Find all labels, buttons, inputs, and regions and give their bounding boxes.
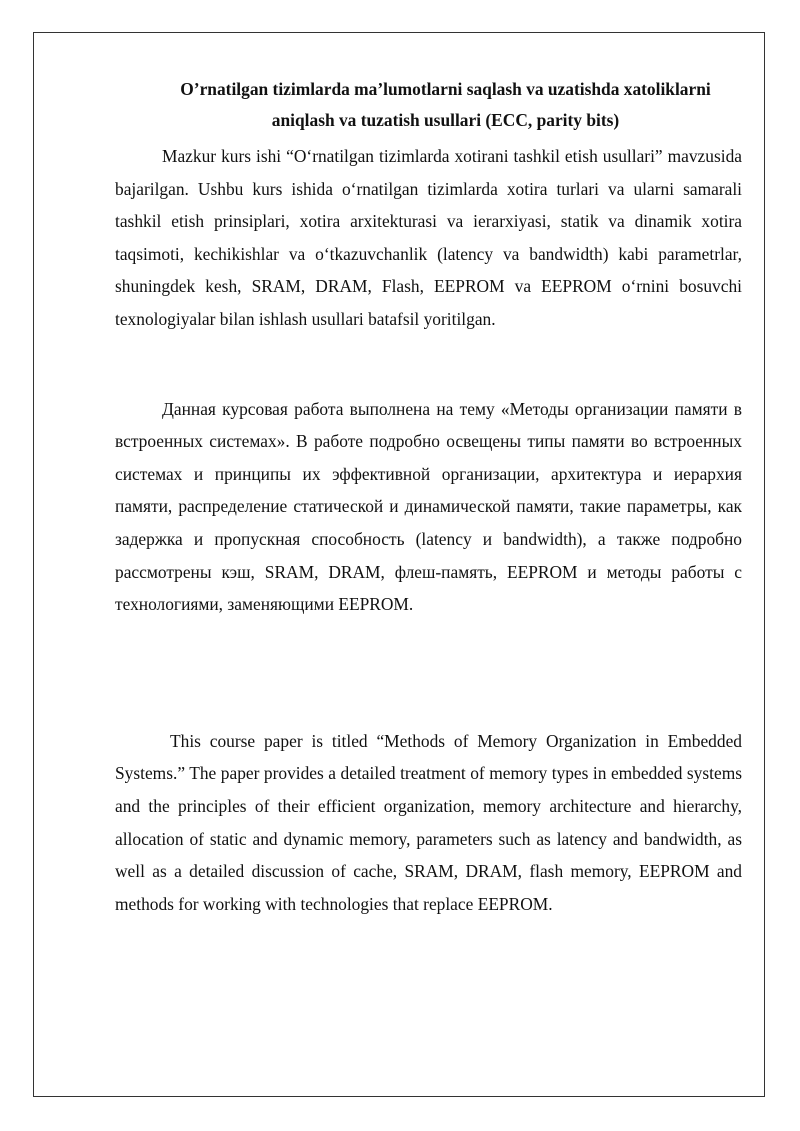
document-body: [115, 74, 742, 920]
title-line-1: O’rnatilgan tizimlarda ma’lumotlarni saqlash va uzatishda xatoliklarni: [180, 79, 711, 99]
abstract-uzbek: Mazkur kurs ishi “O‘rnatilgan tizimlarda xotirani tashkil etish usullari” mavzusida bajarilgan. Ushbu kurs ishida o‘rnatilgan tizimlarda xotira turlari va ularni samarali tashkil etish prinsiplari, xotira arxitekturasi va ierarxiyasi, statik va dinamik xotira taqsimoti, kechikishlar va o‘tkazuvchanlik (latency va bandwidth) kabi parametrlar, shuningdek kesh, SRAM, DRAM, Flash, EEPROM va EEPROM o‘rnini bosuvchi texnologiyalar bilan ishlash usullari batafsil yoritilgan.: [115, 146, 742, 329]
title-line-2: aniqlash va tuzatish usullari (ECC, parity bits): [271, 110, 620, 130]
abstract-russian: Данная курсовая работа выполнена на тему «Методы организации памяти в встроенных системах». В работе подробно освещены типы памяти во встроенных системах и принципы их эффективной организации, архитектура и иерархия памяти, распределение статической и динамической памяти, такие параметры, как задержка и пропускная способность (latency и bandwidth), а также подробно рассмотрены кэш, SRAM, DRAM, флеш-память, EEPROM и методы работы с технологиями, заменяющими EEPROM.: [115, 398, 742, 615]
abstract-english: This course paper is titled “Methods of Memory Organization in Embedded Systems.” The paper provides a detailed treatment of memory types in embedded systems and the principles of their efficient organization, memory architecture and hierarchy, allocation of static and dynamic memory, parameters such as latency and bandwidth, as well as a detailed discussion of cache, SRAM, DRAM, flash memory, EEPROM and methods for working with technologies that replace EEPROM.: [115, 730, 742, 914]
document-title: [115, 74, 742, 136]
